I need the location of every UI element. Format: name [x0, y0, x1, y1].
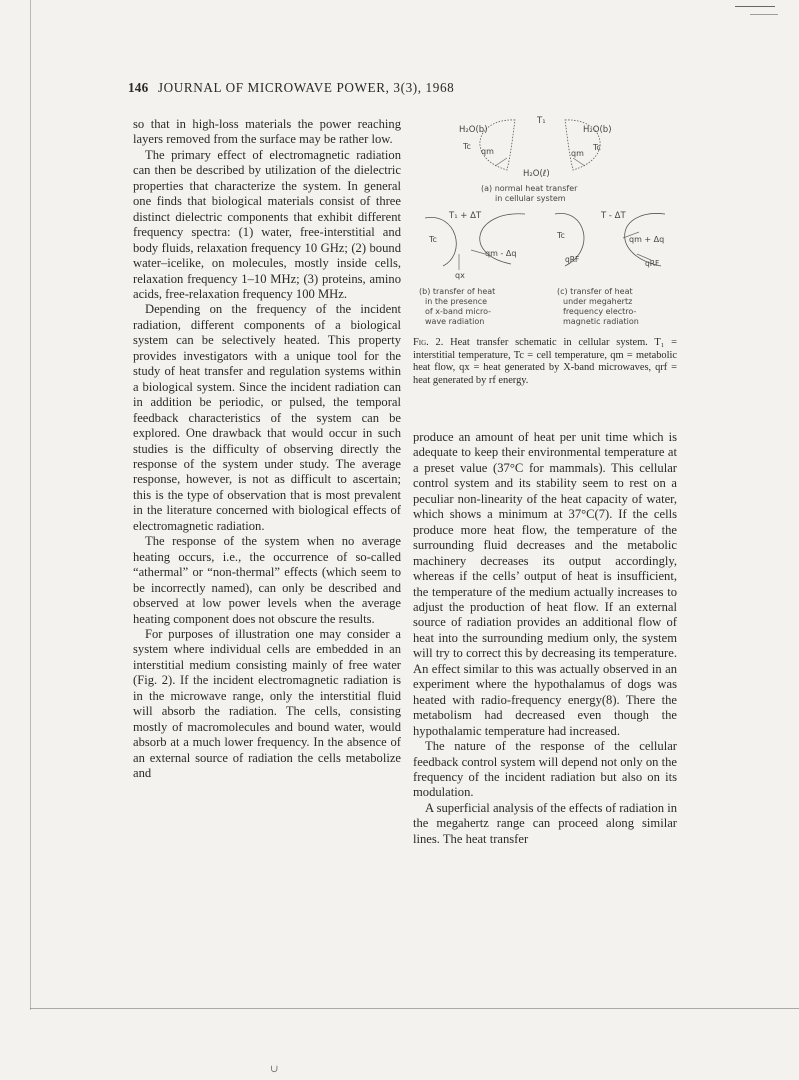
- paragraph: The nature of the response of the cellular feedback control system will depend not only on the frequency of the incident radiation but also on its modulation.: [413, 739, 677, 800]
- figure-caption: [413, 337, 677, 387]
- label: H₂O(b): [583, 125, 612, 135]
- label: qRF: [645, 259, 660, 268]
- caption-line: in the presence: [425, 297, 488, 306]
- paragraph: For purposes of illustration one may consider a system where individual cells are embedded in an interstitial medium consisting mainly of free water (Fig. 2). If the incident electromagnetic radiation is in the microwave range, only the interstitial fluid will absorb the radiation. The cells, consisting mostly of macromolecules and bound water, would absorb at a much lower frequency. In the absence of an external source of radiation the cells metabolize and: [133, 626, 401, 781]
- page-bottom-edge: [30, 1008, 799, 1009]
- label: qx: [455, 271, 465, 280]
- page-number: 146: [128, 80, 149, 95]
- label: Tc: [557, 231, 565, 240]
- paragraph: so that in high-loss materials the power reaching layers removed from the surface may be rather low.: [133, 117, 401, 147]
- panel-c: [555, 211, 665, 326]
- heat-arrow: [573, 158, 585, 166]
- label: Tc: [463, 142, 471, 151]
- heat-arrow: [471, 250, 485, 254]
- paragraph: Depending on the frequency of the incident radiation, different components of a biological system can be selectively heated. This property provides investigators with a unique tool for the study of heat transfer and regulation systems within a biological system. Since the incident radiation can in addition be periodic, or pulsed, the temporal feedback characteristics of the system can be explored. One drawback that would occur in such studies is the difficulty of observing directly the response of the system under study. The average response, however, is not as difficult to ascertain; this is the type of observation that is most prevalent in the literature concerned with biological effects of electromagnetic radiation.: [133, 302, 401, 533]
- label: qm + Δq: [629, 235, 665, 244]
- heat-arrow: [495, 158, 507, 166]
- label: Tc: [429, 235, 437, 244]
- figure-caption-text: Heat transfer schematic in cellular system. T₁ = interstitial temperature, Tc = cell temperature, qm = metabolic heat flow, qx = heat generated by X-band microwaves, qrf = heat generated by rf energy.: [413, 337, 677, 386]
- caption-line: (c) transfer of heat: [557, 287, 633, 296]
- caption-line: (a) normal heat transfer: [481, 184, 578, 193]
- figure-2-drawing: [415, 114, 675, 336]
- caption-line: in cellular system: [495, 194, 566, 203]
- right-column: [413, 430, 677, 847]
- caption-line: wave radiation: [425, 317, 485, 326]
- label: qRF: [565, 255, 580, 264]
- label: H₂O(ℓ): [523, 169, 550, 179]
- paragraph: produce an amount of heat per unit time which is adequate to keep their environmental temperature at a preset value (37°C for mammals). This cellular control system and its stability seem to rest on a peculiar non-linearity of the heat capacity of water, which shows a minimum at 37°C(7). If the cells produce more heat flow, the temperature of the surrounding fluid decreases and the metabolic machinery decreases its output accordingly, whereas if the cells’ output of heat is insufficient, the temperature of the medium actually increases to adjust the production of heat flow. If an external source of radiation provides an additional flow of heat into the surrounding medium only, the system will try to correct this by decreasing its temperature. An effect similar to this was actually observed in an experiment where the hypothalamus of dogs was heated with radio-frequency energy(8). There the metabolism had decreased even though the hypothalamic temperature had increased.: [413, 430, 677, 738]
- label: T - ΔT: [601, 211, 626, 221]
- figure-2-heat-transfer-schematic: [415, 114, 675, 336]
- page-left-edge: [30, 0, 31, 1010]
- caption-line: frequency electro-: [563, 307, 637, 316]
- label: Tc: [593, 143, 601, 152]
- caption-line: (b) transfer of heat: [419, 287, 496, 296]
- page-header: [128, 80, 668, 96]
- label: qm - Δq: [485, 249, 517, 258]
- caption-line: magnetic radiation: [563, 317, 639, 326]
- panel-a: [459, 116, 612, 203]
- label: T₁ + ΔT: [449, 211, 482, 221]
- scan-mark: [735, 6, 775, 7]
- caption-line: of x-band micro-: [425, 307, 492, 316]
- label: qm: [481, 147, 494, 156]
- panel-b: [419, 211, 525, 326]
- label: H₂O(b): [459, 125, 488, 135]
- label: qm: [571, 149, 584, 158]
- journal-running-title: JOURNAL OF MICROWAVE POWER, 3(3), 1968: [157, 80, 455, 95]
- caption-line: under megahertz: [563, 297, 633, 306]
- paragraph: The primary effect of electromagnetic radiation can then be described by utilization of the dielectric properties that characterize the system. In general one finds that biological materials consist of three distinct dielectric components that exhibit different frequency spectra: (1) water, free-interstitial and body fluids, relaxation frequency 10 GHz; (2) bound water–icelike, on molecules, mostly inside cells, relaxation frequency 1–10 MHz; (3) proteins, amino acids, free-relaxation frequency 100 MHz.: [133, 147, 401, 301]
- figure-label: Fig. 2.: [413, 337, 444, 348]
- label: T₁: [537, 116, 546, 126]
- scan-mark: [750, 14, 778, 15]
- paragraph: A superficial analysis of the effects of radiation in the megahertz range can proceed along similar lines. The heat transfer: [413, 800, 677, 846]
- left-column: [133, 117, 401, 781]
- paragraph: The response of the system when no average heating occurs, i.e., the occurrence of so-called “athermal” or “non-thermal” effects (which seem to be incorrectly named), can only be described and observed at low power levels when the average heating component does not obscure the results.: [133, 534, 401, 626]
- scan-mark: ∪: [270, 1064, 279, 1075]
